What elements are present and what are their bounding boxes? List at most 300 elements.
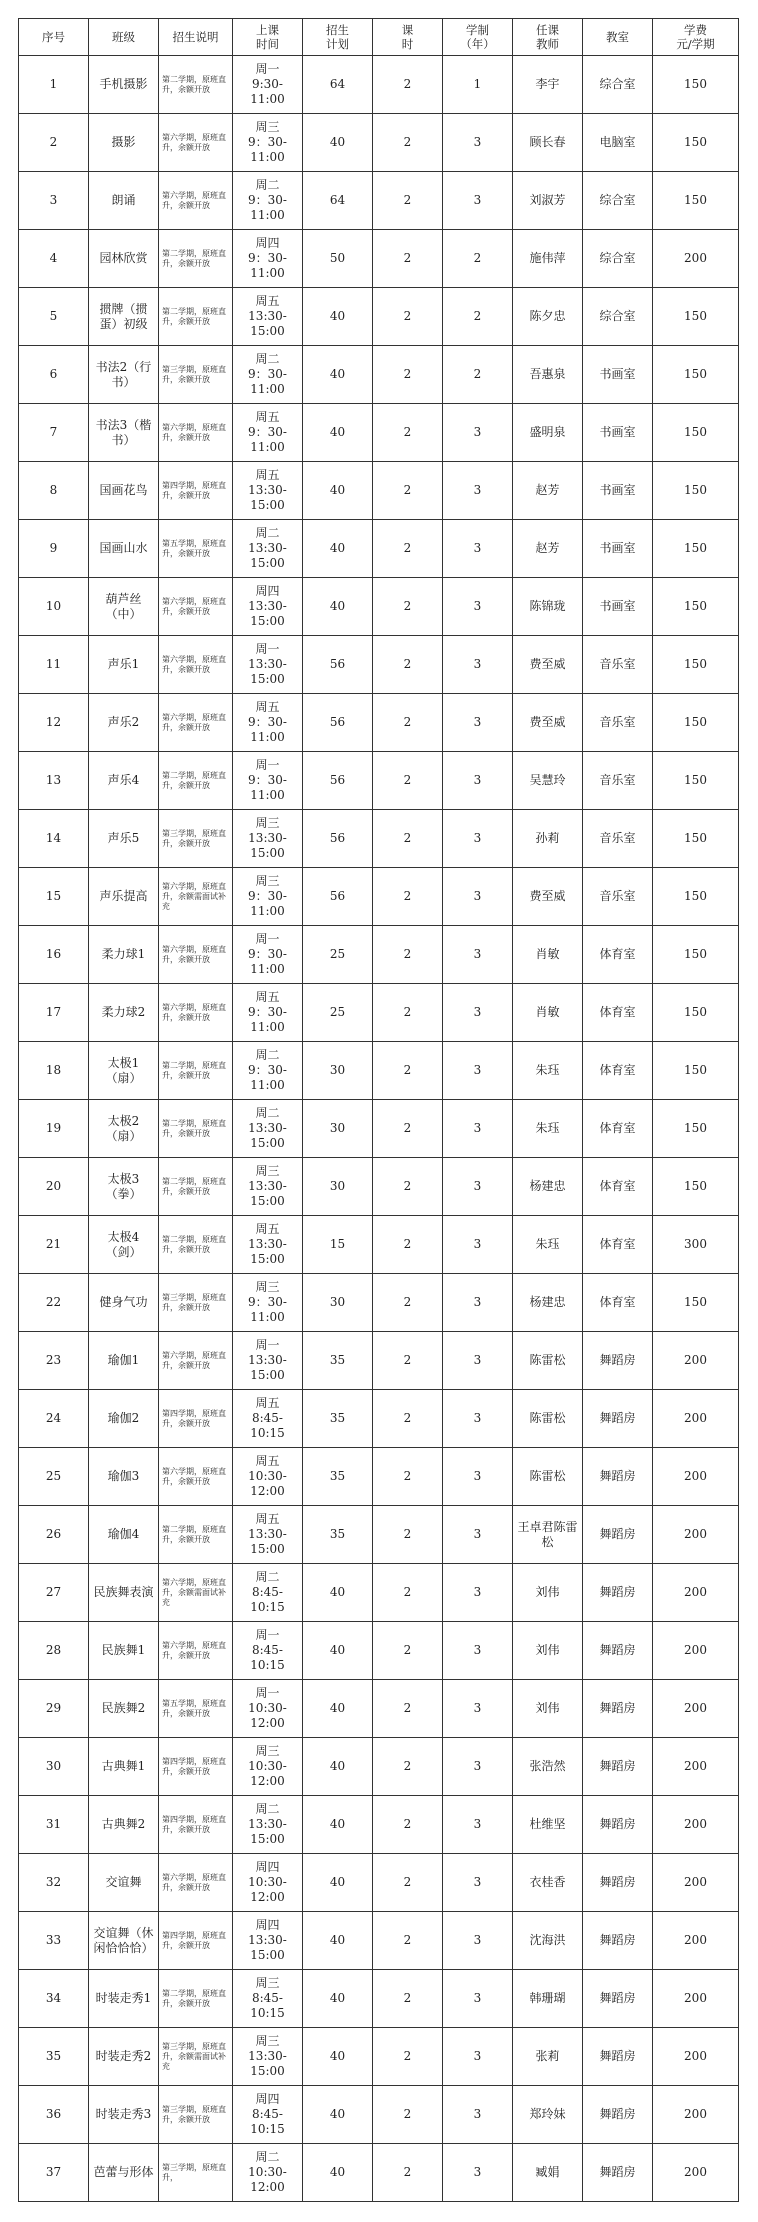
cell-seq: 20 [19,1158,89,1216]
cell-seq: 7 [19,404,89,462]
cell-teacher: 费至威 [513,868,583,926]
table-row [19,2028,739,2086]
cell-duration: 3 [443,1738,513,1796]
table-row [19,288,739,346]
cell-hours: 2 [373,1854,443,1912]
cell-plan: 40 [303,1796,373,1854]
cell-class: 瑜伽4 [89,1506,159,1564]
cell-note: 第六学期，原班直升，余额开放 [159,1854,233,1912]
cell-time: 周四 10:30- 12:00 [233,1854,303,1912]
cell-fee: 200 [653,1680,739,1738]
cell-room: 舞蹈房 [583,1622,653,1680]
cell-room: 音乐室 [583,810,653,868]
cell-room: 体育室 [583,1274,653,1332]
table-row [19,1854,739,1912]
cell-plan: 64 [303,172,373,230]
cell-hours: 2 [373,1042,443,1100]
cell-room: 电脑室 [583,114,653,172]
cell-note: 第六学期，原班直升，余额开放 [159,1448,233,1506]
cell-seq: 29 [19,1680,89,1738]
cell-hours: 2 [373,288,443,346]
cell-room: 书画室 [583,462,653,520]
cell-duration: 3 [443,1216,513,1274]
cell-duration: 3 [443,1042,513,1100]
cell-duration: 3 [443,2086,513,2144]
cell-seq: 23 [19,1332,89,1390]
cell-duration: 1 [443,56,513,114]
cell-teacher: 刘淑芳 [513,172,583,230]
cell-duration: 3 [443,810,513,868]
header-room: 教室 [583,19,653,56]
cell-teacher: 刘伟 [513,1622,583,1680]
cell-fee: 200 [653,230,739,288]
cell-hours: 2 [373,1216,443,1274]
cell-time: 周一 8:45- 10:15 [233,1622,303,1680]
cell-seq: 35 [19,2028,89,2086]
table-row [19,1274,739,1332]
cell-time: 周三 9：30- 11:00 [233,868,303,926]
cell-note: 第五学期，原班直升，余额开放 [159,1680,233,1738]
cell-fee: 200 [653,1622,739,1680]
header-fee: 学费 元/学期 [653,19,739,56]
table-row [19,2144,739,2202]
cell-fee: 150 [653,404,739,462]
header-note: 招生说明 [159,19,233,56]
cell-time: 周四 13:30- 15:00 [233,1912,303,1970]
cell-seq: 17 [19,984,89,1042]
cell-teacher: 张浩然 [513,1738,583,1796]
cell-duration: 3 [443,1332,513,1390]
cell-note: 第二学期，原班直升，余额开放 [159,230,233,288]
cell-teacher: 张莉 [513,2028,583,2086]
cell-room: 书画室 [583,346,653,404]
cell-hours: 2 [373,1622,443,1680]
cell-seq: 11 [19,636,89,694]
cell-plan: 40 [303,2144,373,2202]
table-row [19,926,739,984]
cell-room: 舞蹈房 [583,1448,653,1506]
cell-hours: 2 [373,1738,443,1796]
cell-hours: 2 [373,2086,443,2144]
table-row [19,1506,739,1564]
cell-plan: 30 [303,1042,373,1100]
cell-duration: 3 [443,1506,513,1564]
cell-class: 声乐5 [89,810,159,868]
cell-note: 第六学期，原班直升，余额开放 [159,1622,233,1680]
cell-seq: 30 [19,1738,89,1796]
cell-fee: 150 [653,346,739,404]
cell-fee: 150 [653,288,739,346]
cell-class: 声乐4 [89,752,159,810]
table-row [19,462,739,520]
table-row [19,694,739,752]
cell-fee: 300 [653,1216,739,1274]
cell-plan: 30 [303,1274,373,1332]
cell-hours: 2 [373,810,443,868]
cell-plan: 40 [303,404,373,462]
cell-note: 第六学期，原班直升，余额开放 [159,172,233,230]
table-row [19,1912,739,1970]
cell-fee: 150 [653,1100,739,1158]
table-row [19,752,739,810]
cell-note: 第六学期，原班直升，余额开放 [159,578,233,636]
table-row [19,114,739,172]
cell-plan: 64 [303,56,373,114]
cell-duration: 3 [443,1912,513,1970]
cell-note: 第六学期，原班直升，余额开放 [159,984,233,1042]
table-header [19,19,739,56]
table-row [19,1448,739,1506]
cell-plan: 25 [303,926,373,984]
cell-fee: 150 [653,752,739,810]
cell-duration: 3 [443,2028,513,2086]
cell-time: 周四 13:30- 15:00 [233,578,303,636]
cell-duration: 3 [443,462,513,520]
cell-note: 第二学期，原班直升，余额开放 [159,1042,233,1100]
cell-duration: 3 [443,1100,513,1158]
table-row [19,1738,739,1796]
cell-room: 书画室 [583,520,653,578]
cell-time: 周五 8:45- 10:15 [233,1390,303,1448]
cell-time: 周五 13:30- 15:00 [233,1216,303,1274]
cell-hours: 2 [373,56,443,114]
cell-plan: 40 [303,1970,373,2028]
cell-fee: 150 [653,868,739,926]
cell-duration: 3 [443,984,513,1042]
cell-class: 古典舞2 [89,1796,159,1854]
cell-hours: 2 [373,114,443,172]
cell-teacher: 赵芳 [513,520,583,578]
cell-duration: 3 [443,2144,513,2202]
cell-plan: 40 [303,1738,373,1796]
cell-hours: 2 [373,1506,443,1564]
cell-teacher: 郑玲妹 [513,2086,583,2144]
cell-room: 舞蹈房 [583,1738,653,1796]
cell-plan: 35 [303,1332,373,1390]
cell-note: 第二学期，原班直升，余额开放 [159,1216,233,1274]
table-row [19,230,739,288]
cell-hours: 2 [373,172,443,230]
cell-note: 第二学期，原班直升，余额开放 [159,1100,233,1158]
table-row [19,868,739,926]
cell-time: 周一 9：30- 11:00 [233,926,303,984]
cell-hours: 2 [373,404,443,462]
cell-class: 声乐2 [89,694,159,752]
cell-room: 体育室 [583,984,653,1042]
cell-note: 第四学期，原班直升，余额开放 [159,1738,233,1796]
cell-duration: 3 [443,172,513,230]
cell-class: 朗诵 [89,172,159,230]
cell-teacher: 李宇 [513,56,583,114]
cell-duration: 3 [443,1448,513,1506]
cell-seq: 36 [19,2086,89,2144]
cell-room: 舞蹈房 [583,1506,653,1564]
cell-hours: 2 [373,462,443,520]
cell-time: 周三 9：30- 11:00 [233,1274,303,1332]
cell-room: 书画室 [583,578,653,636]
cell-seq: 10 [19,578,89,636]
cell-note: 第六学期，原班直升，余额开放 [159,1332,233,1390]
cell-time: 周二 13:30- 15:00 [233,520,303,578]
cell-teacher: 陈雷松 [513,1448,583,1506]
cell-hours: 2 [373,1564,443,1622]
cell-seq: 8 [19,462,89,520]
cell-plan: 35 [303,1506,373,1564]
cell-class: 民族舞1 [89,1622,159,1680]
cell-seq: 19 [19,1100,89,1158]
cell-plan: 56 [303,810,373,868]
cell-seq: 18 [19,1042,89,1100]
cell-time: 周二 9：30- 11:00 [233,346,303,404]
cell-time: 周一 9：30- 11:00 [233,752,303,810]
cell-fee: 150 [653,1042,739,1100]
cell-class: 民族舞2 [89,1680,159,1738]
cell-class: 时装走秀1 [89,1970,159,2028]
cell-class: 太极4（剑） [89,1216,159,1274]
cell-class: 太极1（扇） [89,1042,159,1100]
cell-teacher: 陈夕忠 [513,288,583,346]
cell-time: 周一 13:30- 15:00 [233,636,303,694]
cell-duration: 3 [443,694,513,752]
cell-class: 交谊舞（休闲恰恰恰） [89,1912,159,1970]
table-row [19,578,739,636]
cell-note: 第二学期，原班直升，余额开放 [159,752,233,810]
table-row [19,172,739,230]
cell-time: 周四 9：30- 11:00 [233,230,303,288]
cell-duration: 3 [443,578,513,636]
cell-room: 舞蹈房 [583,1390,653,1448]
cell-time: 周二 8:45- 10:15 [233,1564,303,1622]
cell-fee: 150 [653,1158,739,1216]
cell-class: 手机摄影 [89,56,159,114]
cell-time: 周五 9：30- 11:00 [233,404,303,462]
cell-fee: 200 [653,1854,739,1912]
cell-hours: 2 [373,984,443,1042]
cell-hours: 2 [373,578,443,636]
cell-time: 周三 9：30- 11:00 [233,114,303,172]
cell-class: 瑜伽2 [89,1390,159,1448]
table-row [19,1796,739,1854]
cell-teacher: 朱珏 [513,1100,583,1158]
cell-class: 瑜伽1 [89,1332,159,1390]
cell-teacher: 刘伟 [513,1564,583,1622]
cell-note: 第二学期，原班直升，余额开放 [159,56,233,114]
cell-note: 第六学期，原班直升，余额开放 [159,404,233,462]
cell-class: 国画山水 [89,520,159,578]
cell-plan: 35 [303,1390,373,1448]
cell-time: 周二 10:30- 12:00 [233,2144,303,2202]
cell-teacher: 陈雷松 [513,1332,583,1390]
cell-fee: 150 [653,520,739,578]
cell-plan: 15 [303,1216,373,1274]
cell-duration: 2 [443,346,513,404]
cell-room: 舞蹈房 [583,2086,653,2144]
cell-teacher: 臧娟 [513,2144,583,2202]
cell-note: 第三学期，原班直升， [159,2144,233,2202]
course-schedule-table [18,18,739,2202]
cell-plan: 40 [303,1680,373,1738]
cell-class: 太极2（扇） [89,1100,159,1158]
cell-plan: 30 [303,1158,373,1216]
cell-plan: 30 [303,1100,373,1158]
cell-seq: 32 [19,1854,89,1912]
cell-teacher: 施伟萍 [513,230,583,288]
cell-teacher: 刘伟 [513,1680,583,1738]
cell-plan: 40 [303,1854,373,1912]
cell-teacher: 朱珏 [513,1216,583,1274]
cell-teacher: 杜维坚 [513,1796,583,1854]
cell-class: 摄影 [89,114,159,172]
cell-fee: 200 [653,1796,739,1854]
table-body [19,56,739,2202]
cell-note: 第二学期，原班直升，余额开放 [159,1970,233,2028]
cell-teacher: 费至威 [513,636,583,694]
cell-room: 音乐室 [583,694,653,752]
cell-fee: 150 [653,462,739,520]
cell-duration: 3 [443,1564,513,1622]
cell-fee: 150 [653,926,739,984]
cell-time: 周三 10:30- 12:00 [233,1738,303,1796]
cell-class: 太极3（拳） [89,1158,159,1216]
cell-time: 周一 9:30- 11:00 [233,56,303,114]
cell-plan: 56 [303,694,373,752]
cell-plan: 40 [303,1622,373,1680]
cell-seq: 37 [19,2144,89,2202]
cell-duration: 3 [443,752,513,810]
cell-room: 综合室 [583,56,653,114]
cell-room: 书画室 [583,404,653,462]
cell-time: 周五 9：30- 11:00 [233,984,303,1042]
cell-fee: 150 [653,636,739,694]
cell-room: 舞蹈房 [583,2028,653,2086]
table-row [19,346,739,404]
cell-class: 掼牌（掼蛋）初级 [89,288,159,346]
cell-class: 古典舞1 [89,1738,159,1796]
cell-seq: 9 [19,520,89,578]
table-row [19,520,739,578]
cell-plan: 56 [303,636,373,694]
cell-fee: 200 [653,1970,739,2028]
cell-room: 音乐室 [583,636,653,694]
cell-duration: 3 [443,1158,513,1216]
cell-time: 周五 10:30- 12:00 [233,1448,303,1506]
cell-seq: 15 [19,868,89,926]
cell-time: 周五 13:30- 15:00 [233,462,303,520]
cell-hours: 2 [373,636,443,694]
cell-seq: 26 [19,1506,89,1564]
cell-plan: 40 [303,288,373,346]
cell-note: 第六学期，原班直升，余额开放 [159,926,233,984]
cell-fee: 200 [653,2144,739,2202]
cell-seq: 12 [19,694,89,752]
cell-hours: 2 [373,2144,443,2202]
cell-class: 时装走秀3 [89,2086,159,2144]
header-plan: 招生 计划 [303,19,373,56]
cell-duration: 2 [443,288,513,346]
cell-hours: 2 [373,1448,443,1506]
cell-teacher: 杨建忠 [513,1274,583,1332]
table-row [19,1680,739,1738]
cell-fee: 150 [653,56,739,114]
cell-teacher: 陈雷松 [513,1390,583,1448]
cell-class: 柔力球1 [89,926,159,984]
cell-room: 舞蹈房 [583,2144,653,2202]
cell-plan: 40 [303,1912,373,1970]
cell-note: 第三学期，原班直升，余额开放 [159,810,233,868]
cell-seq: 25 [19,1448,89,1506]
cell-fee: 150 [653,694,739,752]
cell-hours: 2 [373,694,443,752]
cell-teacher: 沈海洪 [513,1912,583,1970]
cell-hours: 2 [373,1796,443,1854]
cell-room: 综合室 [583,172,653,230]
cell-time: 周二 13:30- 15:00 [233,1100,303,1158]
table-row [19,984,739,1042]
cell-teacher: 衣桂香 [513,1854,583,1912]
cell-note: 第六学期，原班直升，余额开放 [159,114,233,172]
cell-hours: 2 [373,1332,443,1390]
cell-teacher: 吴慧玲 [513,752,583,810]
cell-hours: 2 [373,346,443,404]
cell-room: 舞蹈房 [583,1680,653,1738]
cell-room: 体育室 [583,1216,653,1274]
cell-fee: 150 [653,1274,739,1332]
cell-duration: 3 [443,1680,513,1738]
cell-hours: 2 [373,1100,443,1158]
cell-room: 体育室 [583,1100,653,1158]
cell-room: 音乐室 [583,868,653,926]
header-time: 上课 时间 [233,19,303,56]
cell-time: 周二 9：30- 11:00 [233,1042,303,1100]
cell-teacher: 陈锦珑 [513,578,583,636]
cell-time: 周一 10:30- 12:00 [233,1680,303,1738]
cell-teacher: 王卓君陈雷松 [513,1506,583,1564]
cell-note: 第三学期，原班直升，余额开放 [159,346,233,404]
cell-class: 声乐提高 [89,868,159,926]
cell-hours: 2 [373,1158,443,1216]
table-row [19,1622,739,1680]
cell-seq: 22 [19,1274,89,1332]
cell-plan: 50 [303,230,373,288]
cell-hours: 2 [373,520,443,578]
cell-duration: 3 [443,926,513,984]
cell-teacher: 孙莉 [513,810,583,868]
cell-plan: 56 [303,752,373,810]
cell-fee: 200 [653,1332,739,1390]
table-row [19,1158,739,1216]
cell-class: 柔力球2 [89,984,159,1042]
cell-fee: 200 [653,2086,739,2144]
table-row [19,1216,739,1274]
header-teacher: 任课 教师 [513,19,583,56]
cell-plan: 40 [303,520,373,578]
cell-seq: 31 [19,1796,89,1854]
cell-note: 第六学期，原班直升，余额开放 [159,694,233,752]
cell-class: 声乐1 [89,636,159,694]
cell-time: 周四 8:45- 10:15 [233,2086,303,2144]
cell-seq: 1 [19,56,89,114]
cell-teacher: 杨建忠 [513,1158,583,1216]
cell-plan: 40 [303,2028,373,2086]
cell-seq: 6 [19,346,89,404]
cell-room: 舞蹈房 [583,1854,653,1912]
cell-hours: 2 [373,230,443,288]
cell-duration: 3 [443,1970,513,2028]
cell-fee: 150 [653,578,739,636]
table-row [19,1042,739,1100]
cell-class: 瑜伽3 [89,1448,159,1506]
cell-plan: 35 [303,1448,373,1506]
